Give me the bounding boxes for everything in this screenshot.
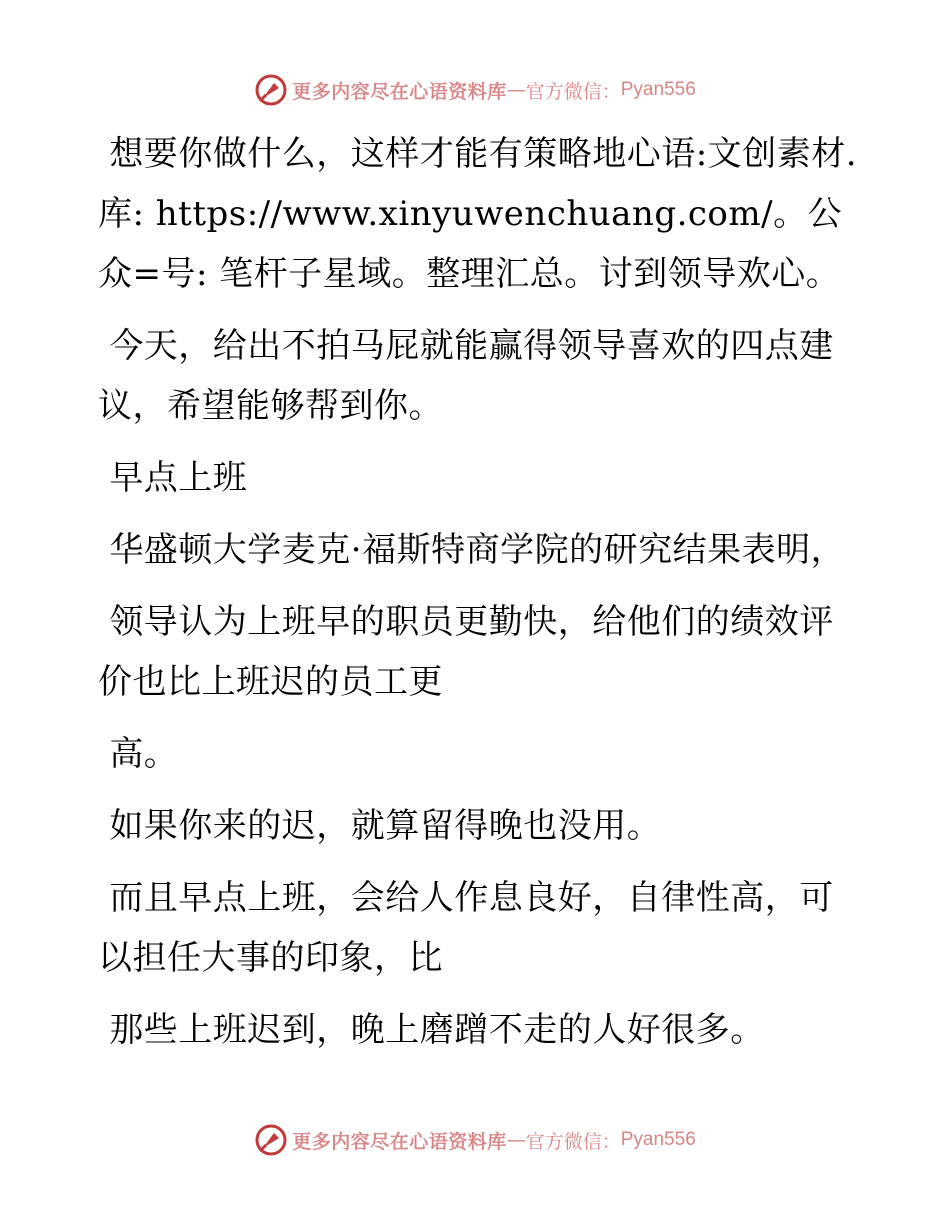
watermark-separator: — — [506, 79, 526, 101]
watermark-wechat-label: 官方微信： — [525, 1130, 621, 1153]
footer-watermark — [0, 1120, 950, 1160]
watermark-wechat-id: Pyan556 — [620, 79, 696, 100]
section-heading: 早点上班 — [98, 458, 248, 498]
paragraph: 高。 — [98, 734, 179, 774]
pen-nib-logo-icon — [254, 73, 288, 107]
watermark-separator: — — [506, 1129, 526, 1151]
paragraph: 想要你做什么，这样才能有策略地心语:文创素材.库: https://www.xinyuwenchuang.com/。公众=号: 笔杆子星域。整理汇总。讨到领导欢心。 — [98, 134, 858, 294]
watermark-wechat-label: 官方微信： — [525, 80, 621, 103]
document-body — [98, 124, 858, 1072]
watermark-wechat-id: Pyan556 — [620, 1129, 696, 1150]
watermark-slogan: 更多内容尽在心语资料库 — [292, 80, 507, 103]
paragraph: 如果你来的迟，就算留得晚也没用。 — [98, 806, 662, 846]
paragraph: 今天，给出不拍马屁就能赢得领导喜欢的四点建议，希望能够帮到你。 — [98, 326, 834, 426]
paragraph: 华盛顿大学麦克·福斯特商学院的研究结果表明， — [98, 530, 846, 570]
pen-nib-logo-icon — [254, 1123, 288, 1157]
paragraph: 那些上班迟到，晚上磨蹭不走的人好很多。 — [98, 1010, 765, 1050]
paragraph: 而且早点上班，会给人作息良好，自律性高，可以担任大事的印象，比 — [98, 878, 834, 978]
watermark-slogan: 更多内容尽在心语资料库 — [292, 1130, 507, 1153]
header-watermark — [0, 70, 950, 110]
paragraph: 领导认为上班早的职员更勤快，给他们的绩效评价也比上班迟的员工更 — [98, 602, 834, 702]
